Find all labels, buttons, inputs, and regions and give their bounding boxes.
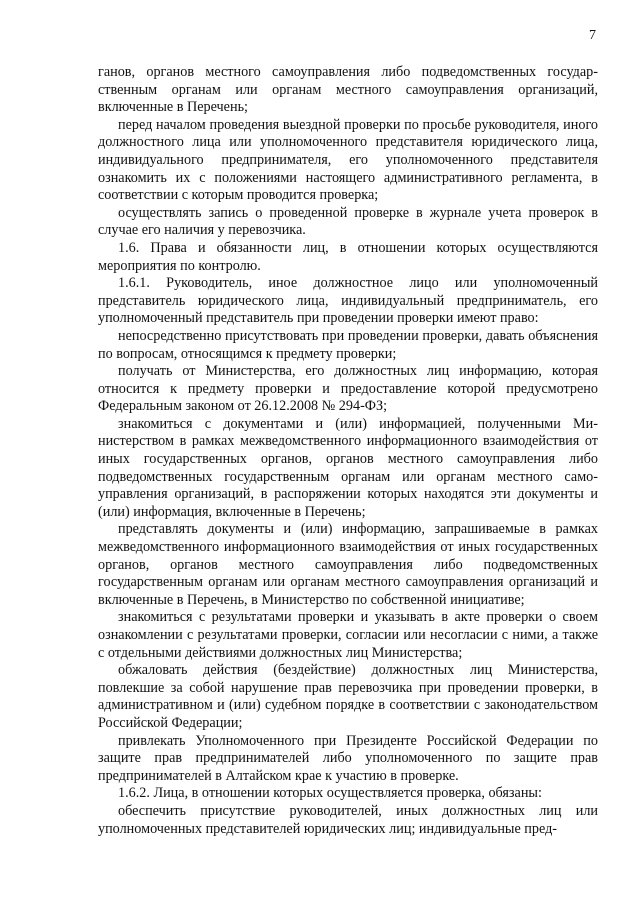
paragraph-right-view-documents: знакомиться с документами и (или) информацией, полученными Министерством в рамках межведомственного информационного взаимодействия от иных государственных органов, органов местного самоуправления либо подведомственных государственным органам или органам местного самоуправления организаций, в распоряжении которых находятся эти документы и (или) информация, включенные в Перечень; <box>98 415 598 520</box>
paragraph-right-ombudsman: привлекать Уполномоченного при Президенте Российской Федерации по защите прав предпринимателей либо уполномоченного по защите прав предпринимателей в Алтайском крае к участию в проверке. <box>98 732 598 784</box>
paragraph-right-appeal: обжаловать действия (бездействие) должностных лиц Министерства, повлекшие за собой нарушение прав перевозчика при проведении проверки, в административном и (или) судебном порядке в соответствии с законодательством Российской Федерации; <box>98 662 598 731</box>
paragraph-familiarize-regulation: перед началом проведения выездной проверки по просьбе руководителя, иного должностного лица или уполномоченного представителя юридического лица, индивидуального предпринимателя, его уполномоченного представителя ознакомить их с положениями настоящего административного регламента, в соответствии с которым проводится проверка; <box>98 116 598 204</box>
paragraph-right-receive-info: получать от Министерства, его должностных лиц информацию, которая относится к предмету проверки и предоставление которой предусмотрено Федеральным законом от 26.12.2008 № 294-ФЗ; <box>98 363 598 415</box>
paragraph-right-attend: непосредственно присутствовать при проведении проверки, давать объяснения по вопросам, относящимся к предмету проверки; <box>98 327 598 362</box>
paragraph-right-view-results: знакомиться с результатами проверки и указывать в акте проверки о своем ознакомлении с результатами проверки, согласии или несогласии с ними, а также с отдельными действиями должностных лиц Министерства; <box>98 609 598 661</box>
paragraph-obligation-presence: обеспечить присутствие руководителей, иных должностных лиц или уполномоченных представителей юридических лиц; индивидуальные пред- <box>98 802 598 837</box>
section-heading-1-6: 1.6. Права и обязанности лиц, в отношении которых осуществляются мероприятия по контролю. <box>98 239 598 274</box>
section-1-6-1: 1.6.1. Руководитель, иное должностное лицо или уполномоченный представитель юридического лица, индивидуальный предприниматель, его уполномоченный представитель при проведении проверки имеют право: <box>98 275 598 327</box>
paragraph-continuation: ганов, органов местного самоуправления либо подведомственных государственным органам или органам местного самоуправления организаций, включенные в Перечень; <box>98 64 598 116</box>
paragraph-journal-record: осуществлять запись о проведенной проверке в журнале учета проверок в случае его наличия у перевозчика. <box>98 204 598 239</box>
document-body <box>98 64 598 838</box>
section-1-6-2: 1.6.2. Лица, в отношении которых осуществляется проверка, обязаны: <box>118 785 542 802</box>
paragraph-right-submit-documents: представлять документы и (или) информацию, запрашиваемые в рамках межведомственного информационного взаимодействия от иных государственных органов, органов местного самоуправления либо подведомственных государственным органам или органам местного самоуправления организаций и включенные в Перечень, в Министерство по собственной инициативе; <box>98 521 598 608</box>
page-number: 7 <box>589 28 596 43</box>
